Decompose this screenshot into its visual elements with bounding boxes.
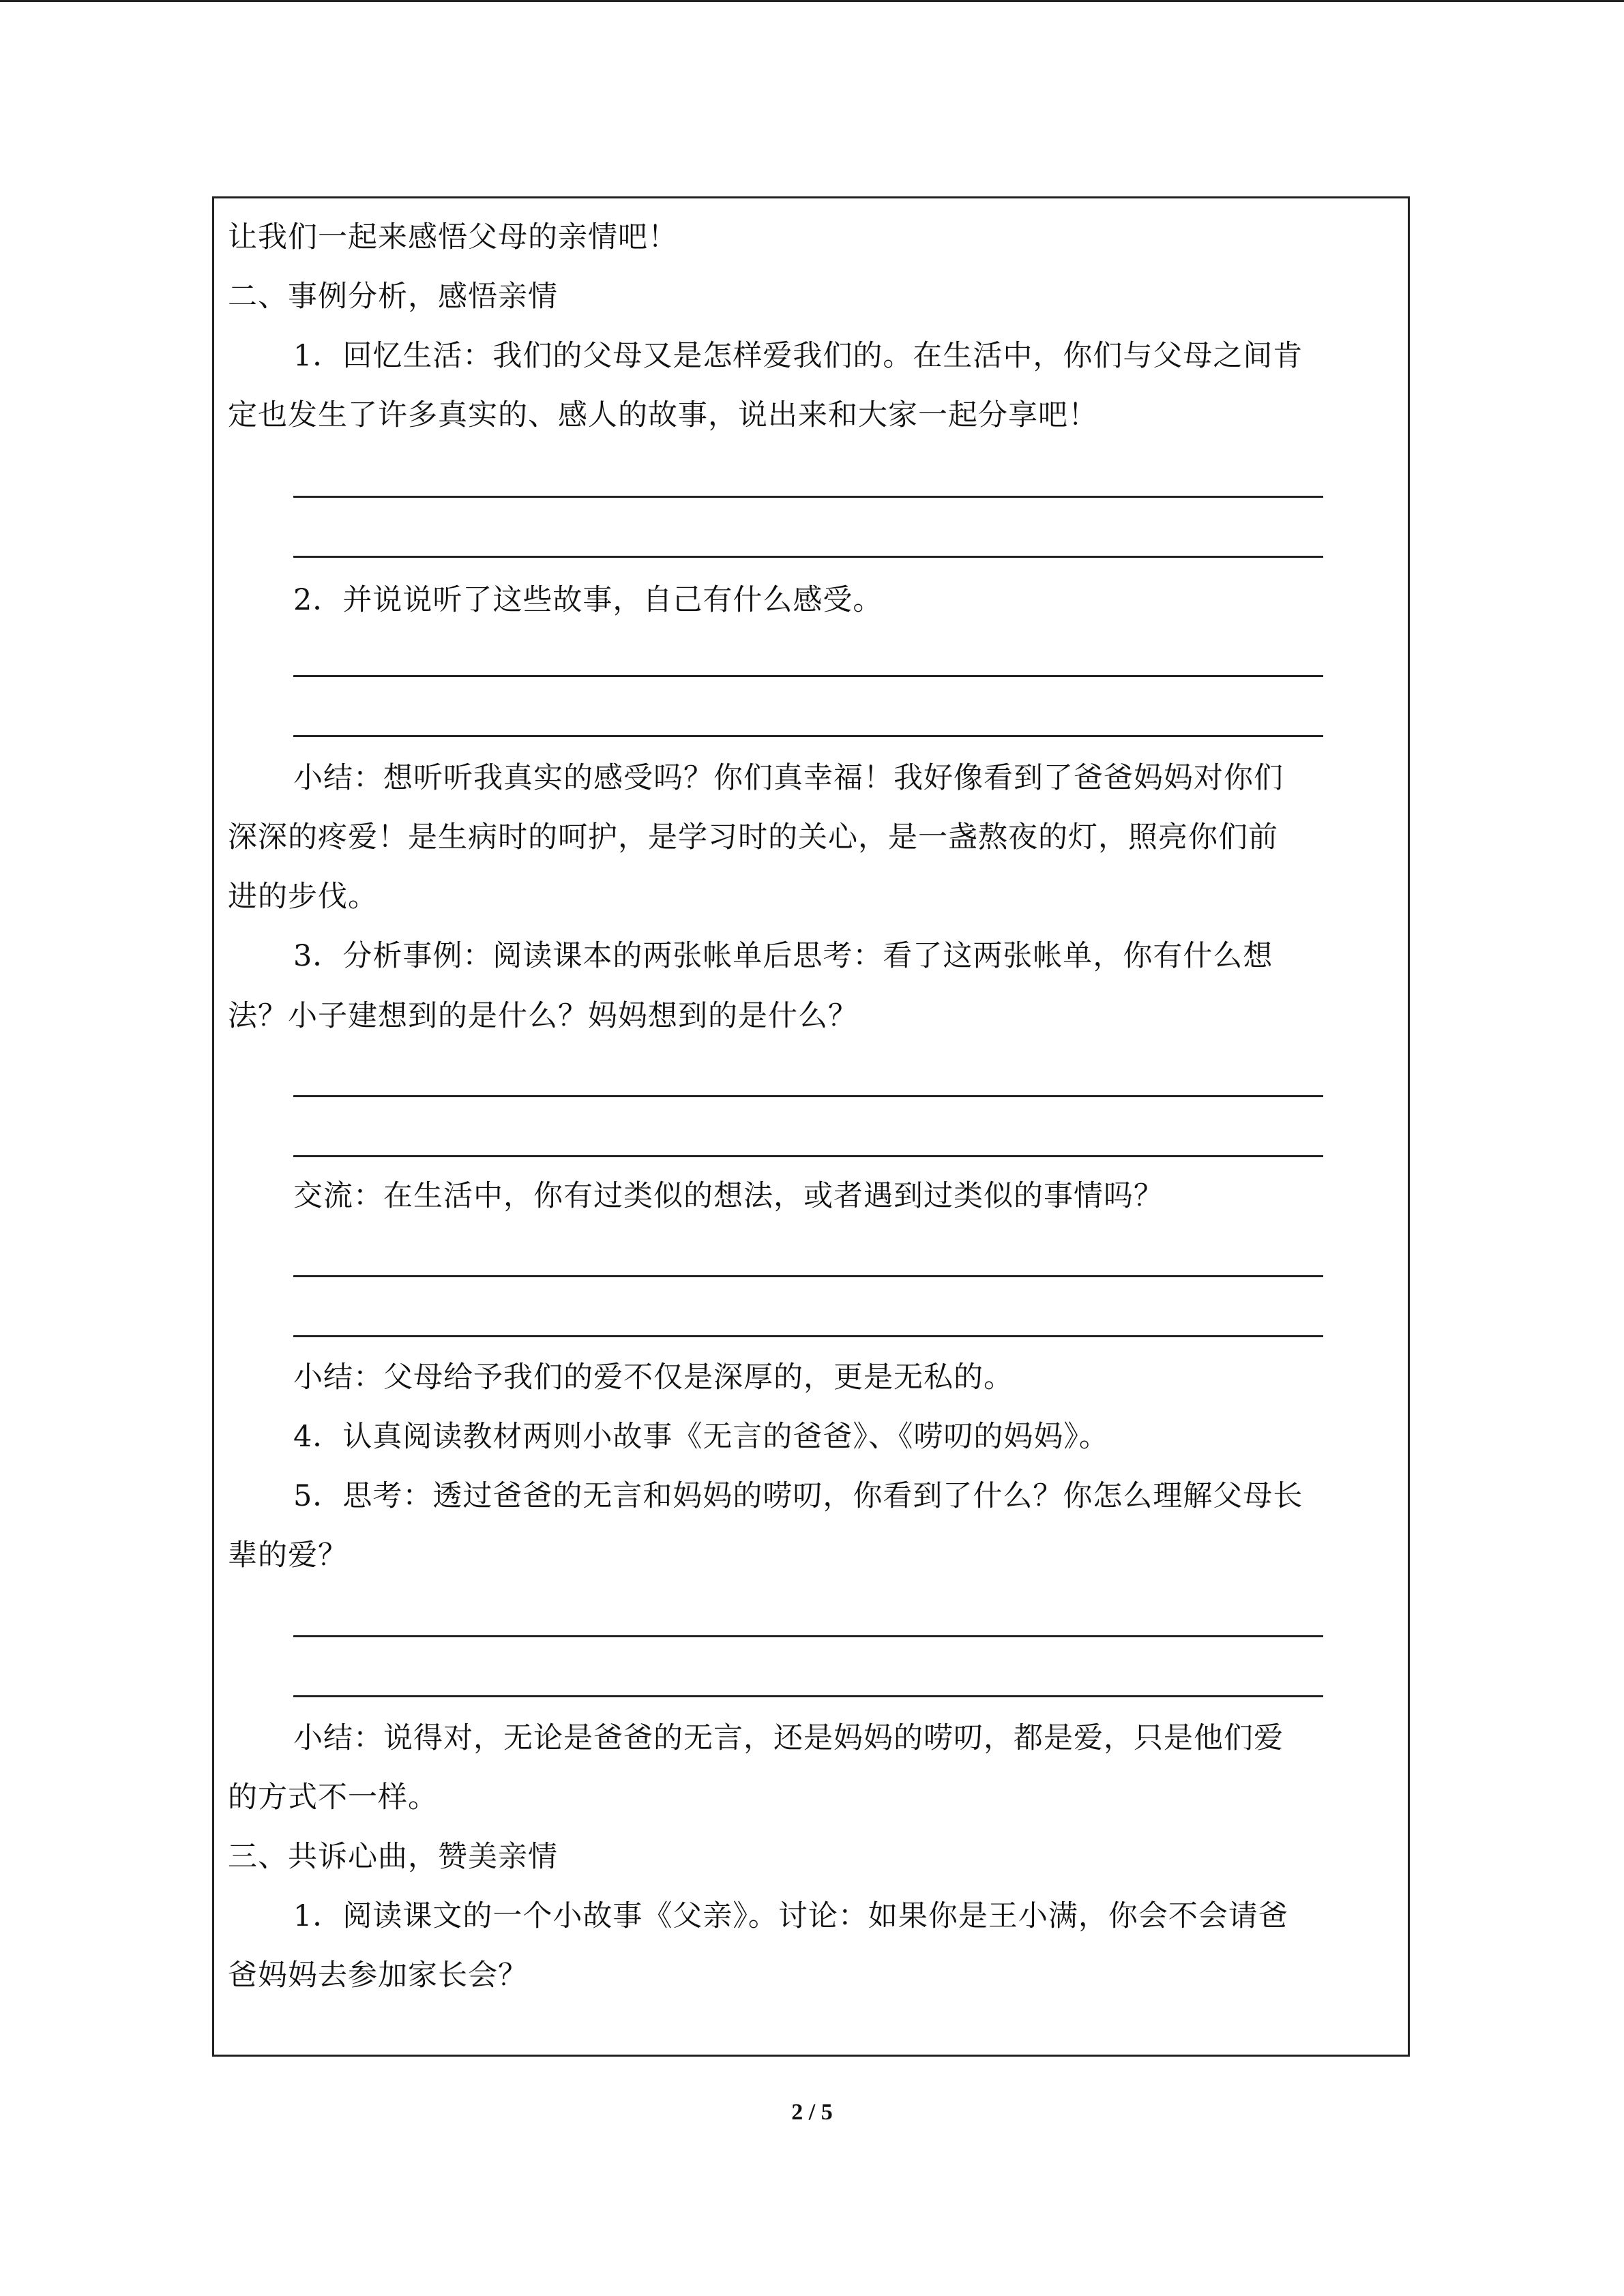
text-line: 辈的爱？: [228, 1538, 348, 1572]
text-line: 的方式不一样。: [228, 1780, 438, 1815]
text-line: 4．认真阅读教材两则小故事《无言的爸爸》、《唠叨的妈妈》。: [293, 1420, 1109, 1454]
text-line: 3．分析事例：阅读课本的两张帐单后思考：看了这两张帐单，你有什么想: [293, 939, 1273, 973]
text-line: 小结：想听听我真实的感受吗？你们真幸福！我好像看到了爸爸妈妈对你们: [293, 761, 1284, 795]
top-border-line: [0, 0, 1624, 2]
answer-blank-line[interactable]: [293, 496, 1323, 498]
text-line: 法？小子建想到的是什么？妈妈想到的是什么？: [228, 999, 858, 1033]
answer-blank-line[interactable]: [293, 556, 1323, 558]
section-heading: 三、共诉心曲，赞美亲情: [228, 1840, 558, 1874]
text-line: 1．阅读课文的一个小故事《父亲》。讨论：如果你是王小满，你会不会请爸: [293, 1899, 1288, 1933]
text-line: 1．回忆生活：我们的父母又是怎样爱我们的。在生活中，你们与父母之间肯: [293, 339, 1303, 373]
answer-blank-line[interactable]: [293, 1695, 1323, 1697]
text-line: 交流：在生活中，你有过类似的想法，或者遇到过类似的事情吗？: [293, 1179, 1164, 1213]
text-line: 小结：父母给予我们的爱不仅是深厚的，更是无私的。: [293, 1360, 1014, 1395]
answer-blank-line[interactable]: [293, 2055, 1323, 2057]
text-line: 5．思考：透过爸爸的无言和妈妈的唠叨，你看到了什么？你怎么理解父母长: [293, 1479, 1303, 1513]
answer-blank-line[interactable]: [293, 1335, 1323, 1337]
answer-blank-line[interactable]: [293, 1635, 1323, 1637]
answer-blank-line[interactable]: [293, 735, 1323, 737]
text-line: 定也发生了许多真实的、感人的故事，说出来和大家一起分享吧！: [228, 398, 1098, 432]
section-heading: 二、事例分析，感悟亲情: [228, 280, 558, 314]
answer-blank-line[interactable]: [293, 1095, 1323, 1097]
text-line: 爸妈妈去参加家长会？: [228, 1958, 528, 1993]
page-number: 2 / 5: [791, 2100, 833, 2125]
text-line: 进的步伐。: [228, 880, 378, 914]
text-line: 让我们一起来感悟父母的亲情吧！: [228, 220, 678, 254]
text-line: 深深的疼爱！是生病时的呵护，是学习时的关心，是一盏熬夜的灯，照亮你们前: [228, 820, 1278, 854]
text-line: 小结：说得对，无论是爸爸的无言，还是妈妈的唠叨，都是爱，只是他们爱: [293, 1721, 1284, 1755]
text-line: 2．并说说听了这些故事，自己有什么感受。: [293, 583, 883, 617]
answer-blank-line[interactable]: [293, 1275, 1323, 1277]
answer-blank-line[interactable]: [293, 1155, 1323, 1157]
answer-blank-line[interactable]: [293, 675, 1323, 677]
